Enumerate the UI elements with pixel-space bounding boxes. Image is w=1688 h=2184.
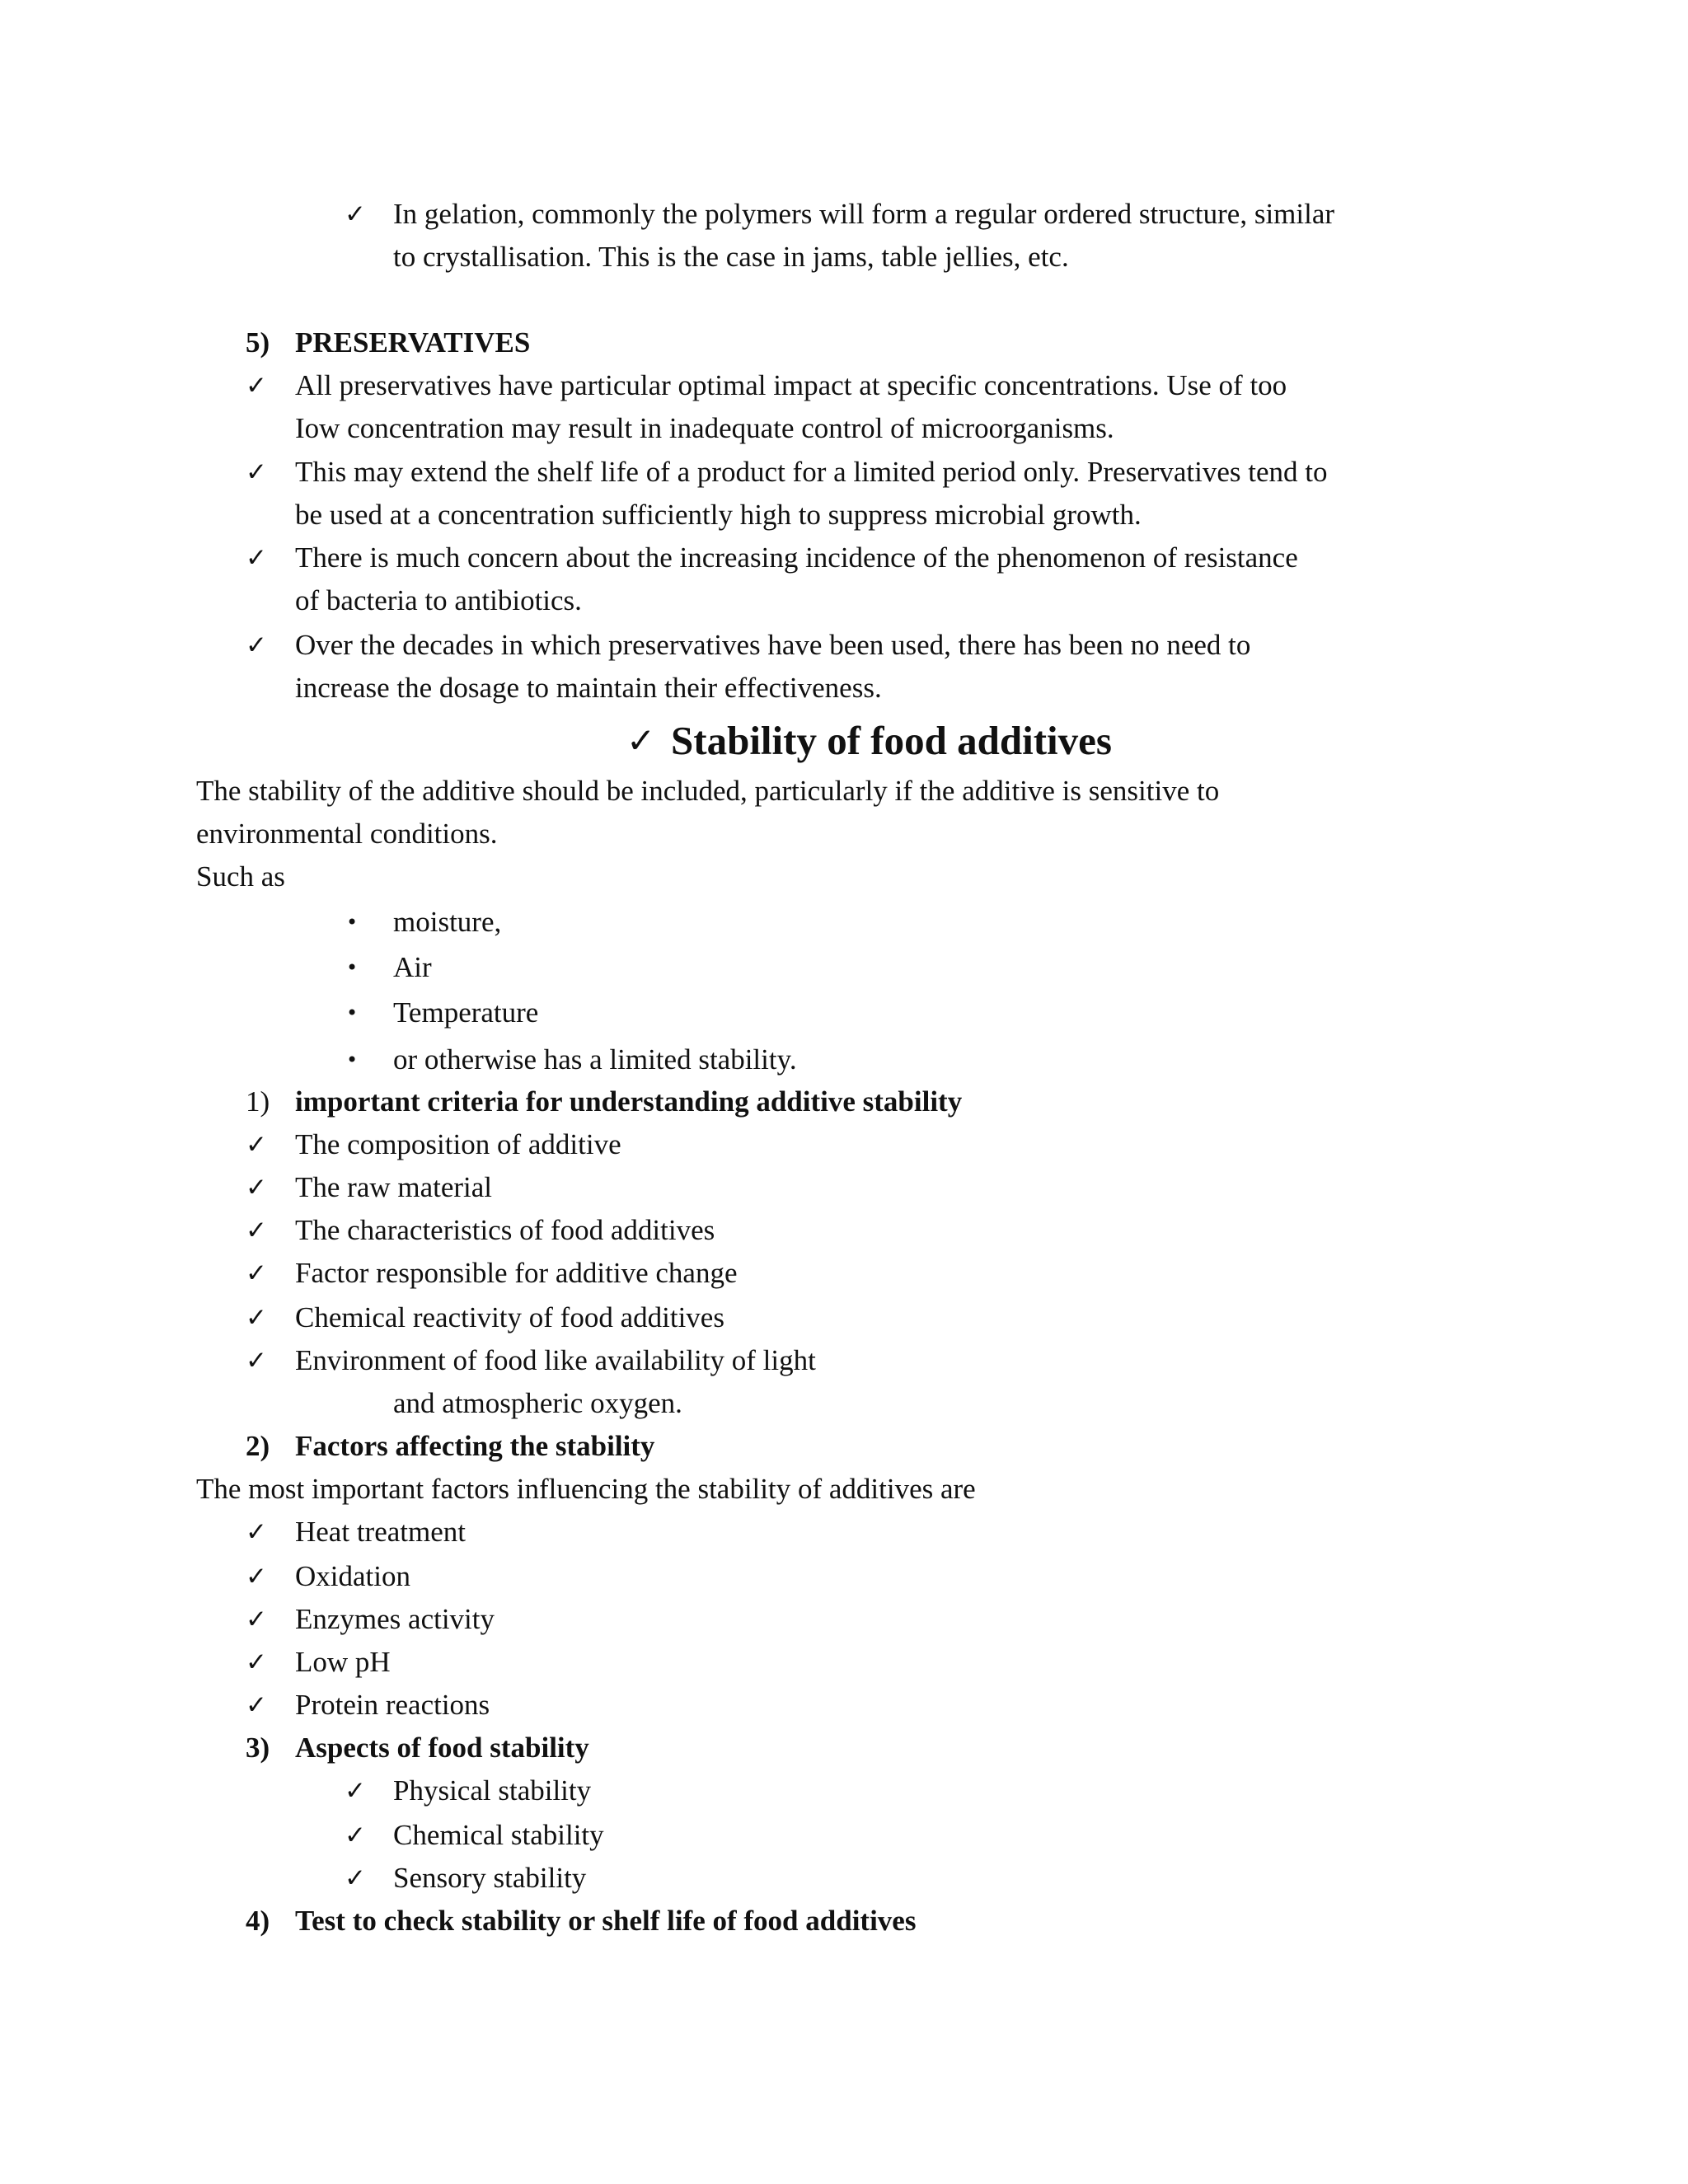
list-item-text: Chemical reactivity of food additives [295, 1301, 724, 1333]
list-item-text: Sensory stability [393, 1862, 587, 1894]
list-item-text: All preservatives have particular optimal impact at specific concentrations. Use of too [295, 369, 1287, 401]
list-item-text: This may extend the shelf life of a product for a limited period only. Preservatives tend to [295, 456, 1328, 488]
check-icon: ✓ [246, 1517, 267, 1547]
section-title: Factors affecting the stability [295, 1430, 655, 1462]
gelation-text-line: to crystallisation. This is the case in jams, table jellies, etc. [393, 241, 1069, 273]
gelation-text-line: In gelation, commonly the polymers will form a regular ordered structure, similar [393, 198, 1335, 230]
bullet-text: moisture, [393, 906, 502, 938]
check-icon: ✓ [246, 1346, 267, 1376]
heading-text: Stability of food additives [671, 718, 1112, 763]
check-icon: ✓ [246, 1562, 267, 1591]
list-item-text: Over the decades in which preservatives have been used, there has been no need to [295, 629, 1251, 661]
section-title: Test to check stability or shelf life of food additives [295, 1905, 917, 1937]
bullet-icon: • [346, 911, 359, 934]
check-icon: ✓ [246, 371, 267, 401]
check-icon: ✓ [246, 1303, 267, 1333]
list-item-text: Factor responsible for additive change [295, 1257, 738, 1289]
section-number: 2) [246, 1430, 270, 1462]
paragraph-line: Such as [196, 860, 285, 893]
paragraph-line: environmental conditions. [196, 818, 498, 850]
check-icon: ✓ [246, 1173, 267, 1202]
list-item-text: Heat treatment [295, 1516, 466, 1548]
check-icon: ✓ [246, 457, 267, 487]
check-icon: ✓ [246, 1605, 267, 1634]
list-item-continuation: and atmospheric oxygen. [393, 1387, 682, 1419]
paragraph-line: The stability of the additive should be included, particularly if the additive is sensitive to [196, 775, 1220, 807]
bullet-icon: • [346, 1001, 359, 1024]
check-icon: ✓ [345, 1821, 366, 1850]
check-icon: ✓ [246, 543, 267, 573]
bullet-icon: • [346, 956, 359, 979]
list-item-text: Enzymes activity [295, 1603, 495, 1635]
check-icon: ✓ [246, 1258, 267, 1288]
list-item-text: Iow concentration may result in inadequate control of microorganisms. [295, 412, 1114, 444]
list-item-text: There is much concern about the increasing incidence of the phenomenon of resistance [295, 541, 1298, 574]
check-icon: ✓ [246, 630, 267, 660]
list-item-text: Oxidation [295, 1560, 410, 1592]
list-item-text: Chemical stability [393, 1819, 604, 1851]
check-icon: ✓ [246, 1647, 267, 1677]
check-icon: ✓ [345, 1776, 366, 1806]
list-item-text: The composition of additive [295, 1128, 621, 1160]
check-icon: ✓ [246, 1130, 267, 1160]
check-icon: ✓ [345, 1863, 366, 1893]
section-title: important criteria for understanding additive stability [295, 1085, 963, 1118]
check-icon: ✓ [246, 1216, 267, 1245]
bullet-icon: • [346, 1048, 359, 1071]
list-item-text: The characteristics of food additives [295, 1214, 715, 1246]
list-item-text: Physical stability [393, 1774, 592, 1807]
section-number: 4) [246, 1905, 270, 1937]
list-item-text: be used at a concentration sufficiently high to suppress microbial growth. [295, 499, 1142, 531]
section-number: 1) [246, 1085, 270, 1118]
bullet-text: Temperature [393, 996, 539, 1029]
bullet-text: or otherwise has a limited stability. [393, 1043, 797, 1076]
section-number: 5) [246, 326, 270, 359]
list-item-text: of bacteria to antibiotics. [295, 584, 582, 616]
list-item-text: Low pH [295, 1646, 391, 1678]
check-icon: ✓ [246, 1690, 267, 1720]
paragraph-line: The most important factors influencing the stability of additives are [196, 1473, 976, 1505]
list-item-text: increase the dosage to maintain their effectiveness. [295, 672, 882, 704]
section-title: Aspects of food stability [295, 1732, 589, 1764]
list-item-text: Protein reactions [295, 1689, 490, 1721]
bullet-text: Air [393, 951, 432, 983]
check-icon: ✓ [345, 199, 366, 229]
list-item-text: The raw material [295, 1171, 493, 1203]
section-number: 3) [246, 1732, 270, 1764]
section-title: PRESERVATIVES [295, 326, 531, 359]
list-item-text: Environment of food like availability of light [295, 1344, 816, 1376]
check-icon: ✓ [626, 720, 656, 761]
